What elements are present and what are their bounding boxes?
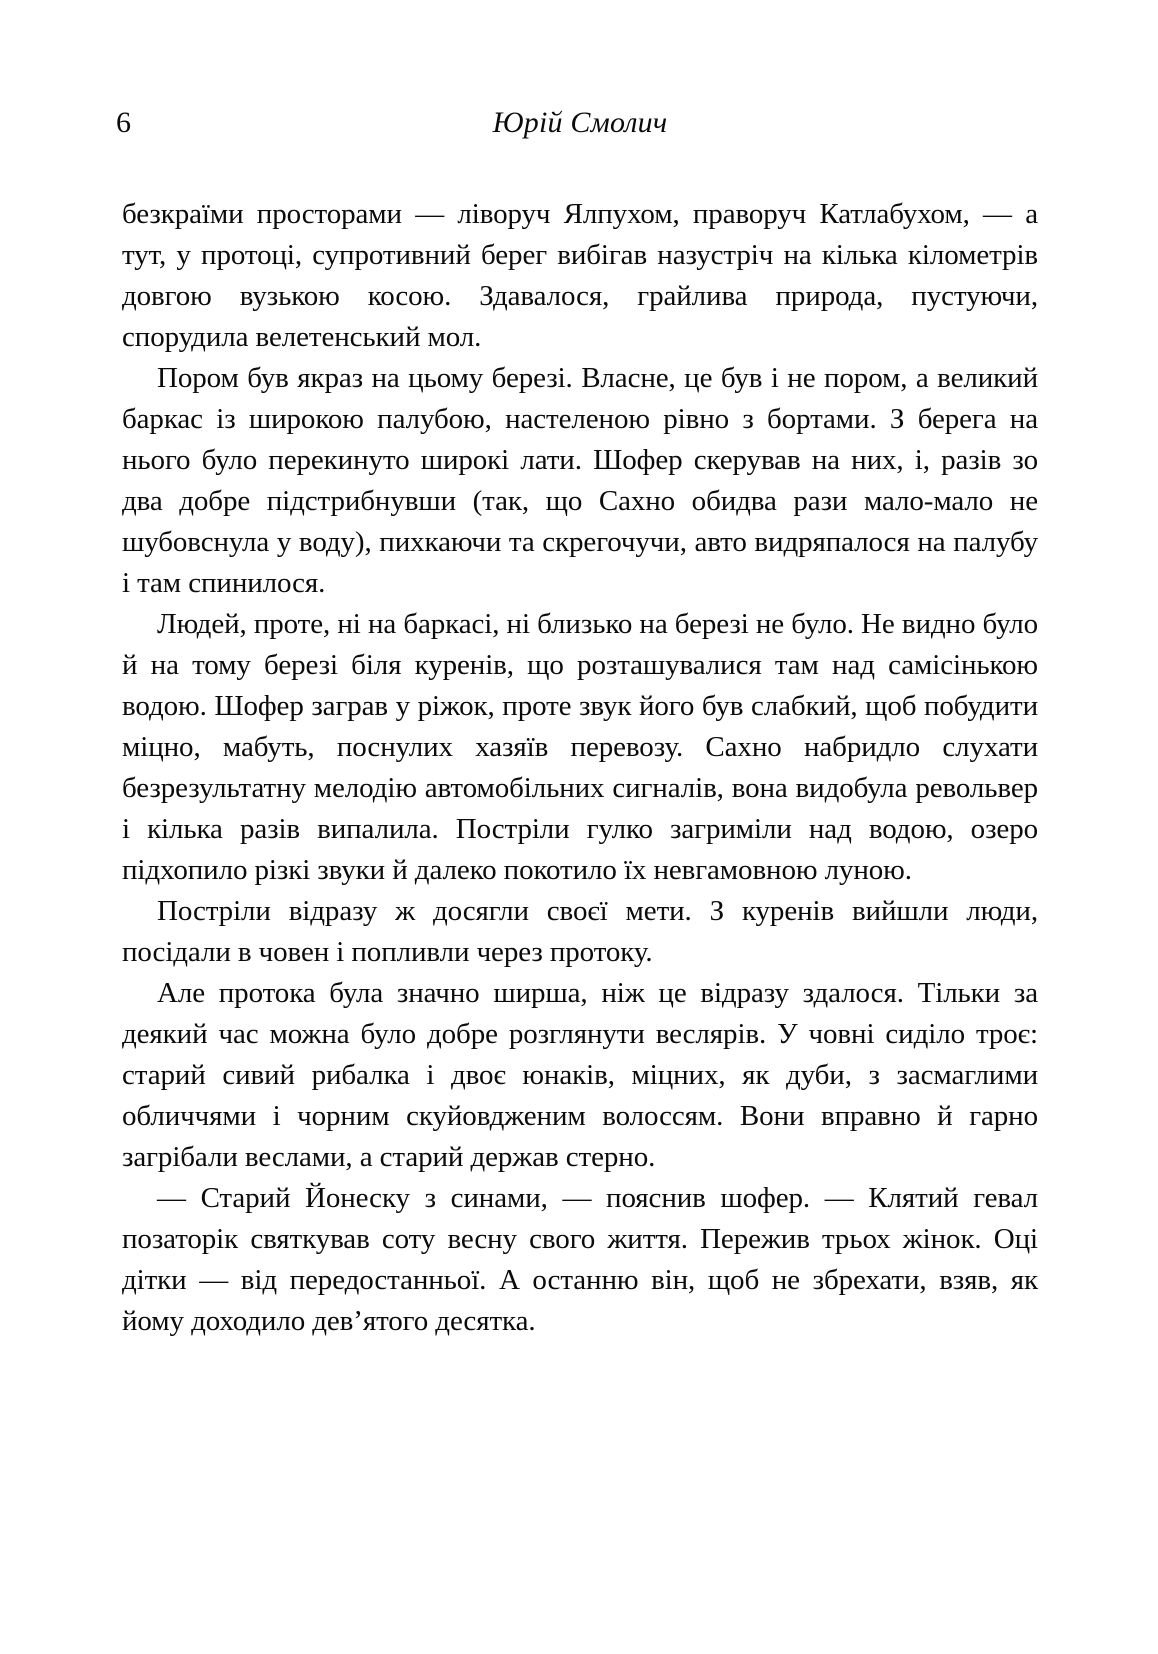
page-number: 6 [116, 106, 131, 139]
page-header [116, 104, 1038, 142]
running-head-author: Юрій Смолич [492, 106, 668, 139]
paragraph: Але протока була значно ширша, ніж це відразу здалося. Тільки за деякий час можна було добре розглянути веслярів. У човні сиділо троє: старий сивий рибалка і двоє юнаків, міцних, як дуби, з засмаглими обличчями і чорним скуйовдженим волоссям. Вони вправно й гарно загрібали веслами, а старий держав стерно. [122, 977, 1038, 1173]
body-text [122, 194, 1038, 1342]
paragraph: Людей, проте, ні на баркасі, ні близько на березі не було. Не видно було й на тому березі біля куренів, що розташувалися там над самісінькою водою. Шофер заграв у ріжок, проте звук його був слабкий, щоб побудити міцно, мабуть, поснулих хазяїв перевозу. Сахно набридло слухати безрезультатну мелодію автомобільних сигналів, вона видобула револьвер і кілька разів випалила. Постріли гулко загриміли над водою, озеро підхопило різкі звуки й далеко покотило їх невгамовною луною. [122, 608, 1038, 886]
paragraph: Пором був якраз на цьому березі. Власне, це був і не пором, а великий баркас із широкою палубою, настеленою рівно з бортами. З берега на нього було перекинуто широкі лати. Шофер скерував на них, і, разів зо два добре підстрибнувши (так, що Сахно обидва рази мало-мало не шубовснула у воду), пихкаючи та скрегочучи, авто видряпалося на палубу і там спинилося. [122, 362, 1038, 599]
paragraph: Постріли відразу ж досягли своєї мети. З куренів вийшли люди, посідали в човен і попливли через протоку. [122, 895, 1038, 968]
paragraph: безкраїми просторами — ліворуч Ялпухом, праворуч Катлабухом, — а тут, у протоці, супротивний берег вибігав назустріч на кілька кілометрів довгою вузькою косою. Здавалося, грайлива природа, пустуючи, спорудила велетенський мол. [122, 198, 1038, 353]
paragraph: — Старий Йонеску з синами, — пояснив шофер. — Клятий гевал позаторік святкував соту весну свого життя. Пережив трьох жінок. Оці дітки — від передостанньої. А останню він, щоб не збрехати, взяв, як йому доходило дев’ятого десятка. [122, 1182, 1038, 1337]
